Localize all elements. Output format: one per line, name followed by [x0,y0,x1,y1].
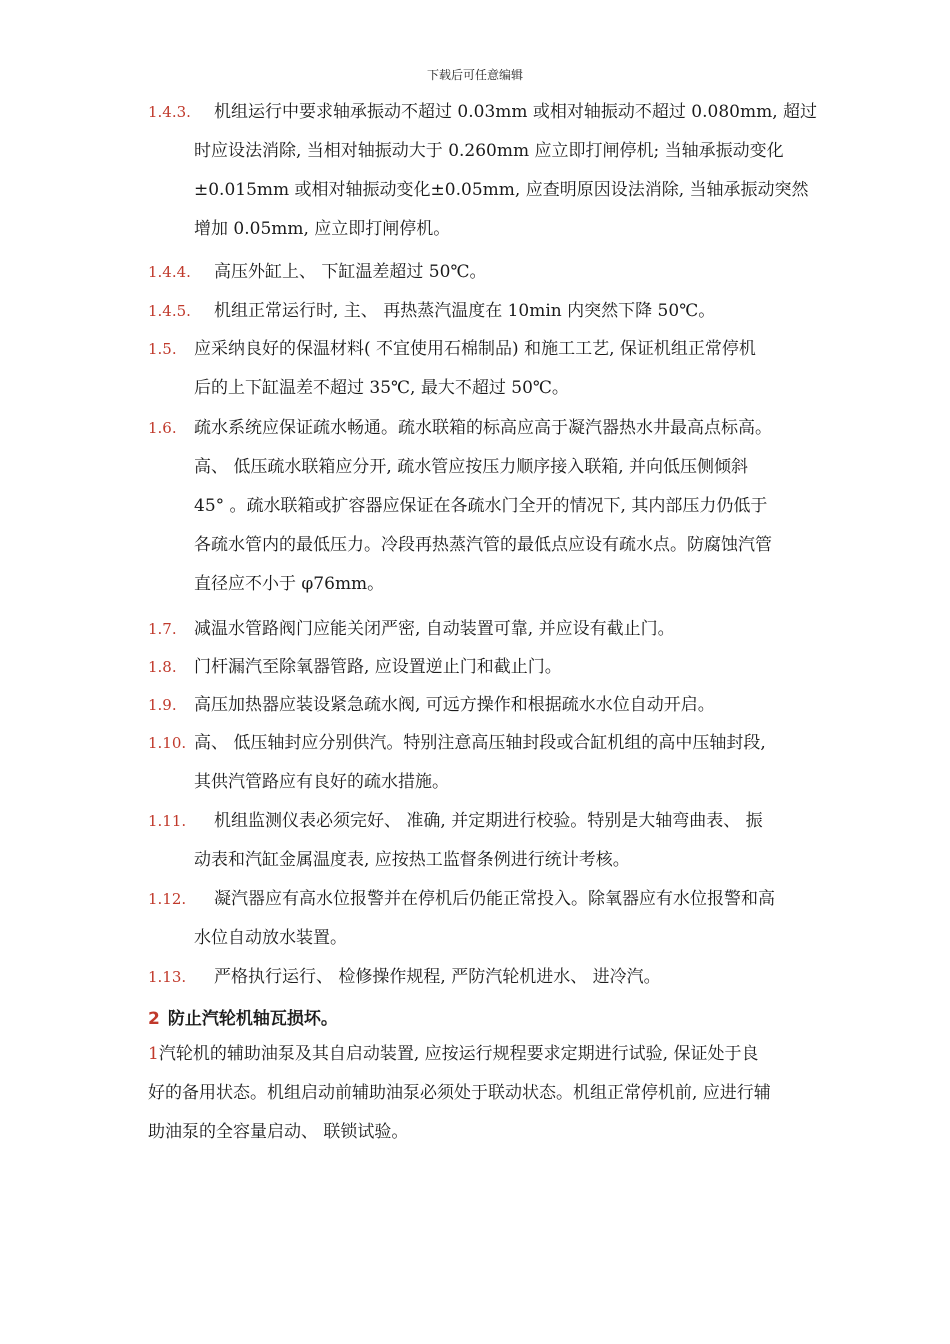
item-line: 各疏水管内的最低压力。冷段再热蒸汽管的最低点应设有疏水点。防腐蚀汽管 [194,535,772,555]
list-item [148,648,864,687]
list-item [148,292,864,331]
paragraph [148,1035,864,1152]
item-line: 机组运行中要求轴承振动不超过 0.03mm 或相对轴振动不超过 0.080mm, 超过 [214,102,818,122]
list-item [148,610,864,649]
item-line: ±0.015mm 或相对轴振动变化±0.05mm, 应查明原因设法消除, 当轴承振动突然 [194,180,809,200]
item-number: 1.4.3. [148,103,191,121]
item-line: 机组正常运行时, 主、 再热蒸汽温度在 10min 内突然下降 50℃。 [214,301,716,321]
item-number: 1.11. [148,812,187,830]
item-line: 直径应不小于 φ76mm。 [194,574,385,594]
list-item [148,409,864,604]
list-item [148,93,864,249]
list-item [148,802,864,880]
list-item [148,958,864,997]
item-line: 增加 0.05mm, 应立即打闸停机。 [194,219,451,239]
paragraph-number: 1 [148,1044,159,1064]
item-number: 1.13. [148,968,187,986]
item-line: 时应设法消除, 当相对轴振动大于 0.260mm 应立即打闸停机; 当轴承振动变化 [194,141,784,161]
item-number: 1.10. [148,734,187,752]
item-number: 1.8. [148,658,177,676]
section-title: 防止汽轮机轴瓦损坏。 [167,1009,338,1029]
list-item [148,724,864,802]
paragraph-line: 助油泵的全容量启动、 联锁试验。 [148,1122,409,1142]
item-line: 门杆漏汽至除氧器管路, 应设置逆止门和截止门。 [194,657,562,677]
item-number: 1.4.4. [148,263,191,281]
list-item [148,880,864,958]
paragraph-line [148,1035,864,1074]
item-line: 机组监测仪表必须完好、 准确, 并定期进行校验。特别是大轴弯曲表、 振 [214,811,763,831]
item-number: 1.4.5. [148,302,191,320]
list-item [148,330,864,408]
section-heading [148,1004,338,1029]
item-line: 后的上下缸温差不超过 35℃, 最大不超过 50℃。 [194,378,569,398]
item-line: 凝汽器应有高水位报警并在停机后仍能正常投入。除氧器应有水位报警和高 [214,889,775,909]
list-item [148,253,864,292]
item-number: 1.9. [148,696,177,714]
list-item [148,686,864,725]
item-number: 1.7. [148,620,177,638]
item-number: 1.5. [148,340,177,358]
paragraph-text: 汽轮机的辅助油泵及其自启动装置, 应按运行规程要求定期进行试验, 保证处于良 [158,1044,759,1064]
item-number: 1.12. [148,890,187,908]
item-line: 减温水管路阀门应能关闭严密, 自动装置可靠, 并应设有截止门。 [194,619,675,639]
item-line: 高压加热器应装设紧急疏水阀, 可远方操作和根据疏水水位自动开启。 [194,695,715,715]
item-line: 动表和汽缸金属温度表, 应按热工监督条例进行统计考核。 [194,850,630,870]
paragraph-line: 好的备用状态。机组启动前辅助油泵必须处于联动状态。机组正常停机前, 应进行辅 [148,1083,771,1103]
item-number: 1.6. [148,419,177,437]
item-line: 疏水系统应保证疏水畅通。疏水联箱的标高应高于凝汽器热水井最高点标高。 [194,418,772,438]
item-line: 其供汽管路应有良好的疏水措施。 [194,772,449,792]
item-line: 高、 低压轴封应分别供汽。特别注意高压轴封段或合缸机组的高中压轴封段, [194,733,766,753]
page-header: 下载后可任意编辑 [426,68,523,82]
section-number: 2 [148,1009,160,1029]
item-line: 应采纳良好的保温材料( 不宜使用石棉制品) 和施工工艺, 保证机组正常停机 [194,339,756,359]
item-line: 高、 低压疏水联箱应分开, 疏水管应按压力顺序接入联箱, 并向低压侧倾斜 [194,457,749,477]
item-line: 高压外缸上、 下缸温差超过 50℃。 [214,262,487,282]
item-line: 45° 。疏水联箱或扩容器应保证在各疏水门全开的情况下, 其内部压力仍低于 [194,496,768,516]
item-line: 严格执行运行、 检修操作规程, 严防汽轮机进水、 进冷汽。 [214,967,661,987]
item-line: 水位自动放水装置。 [194,928,347,948]
